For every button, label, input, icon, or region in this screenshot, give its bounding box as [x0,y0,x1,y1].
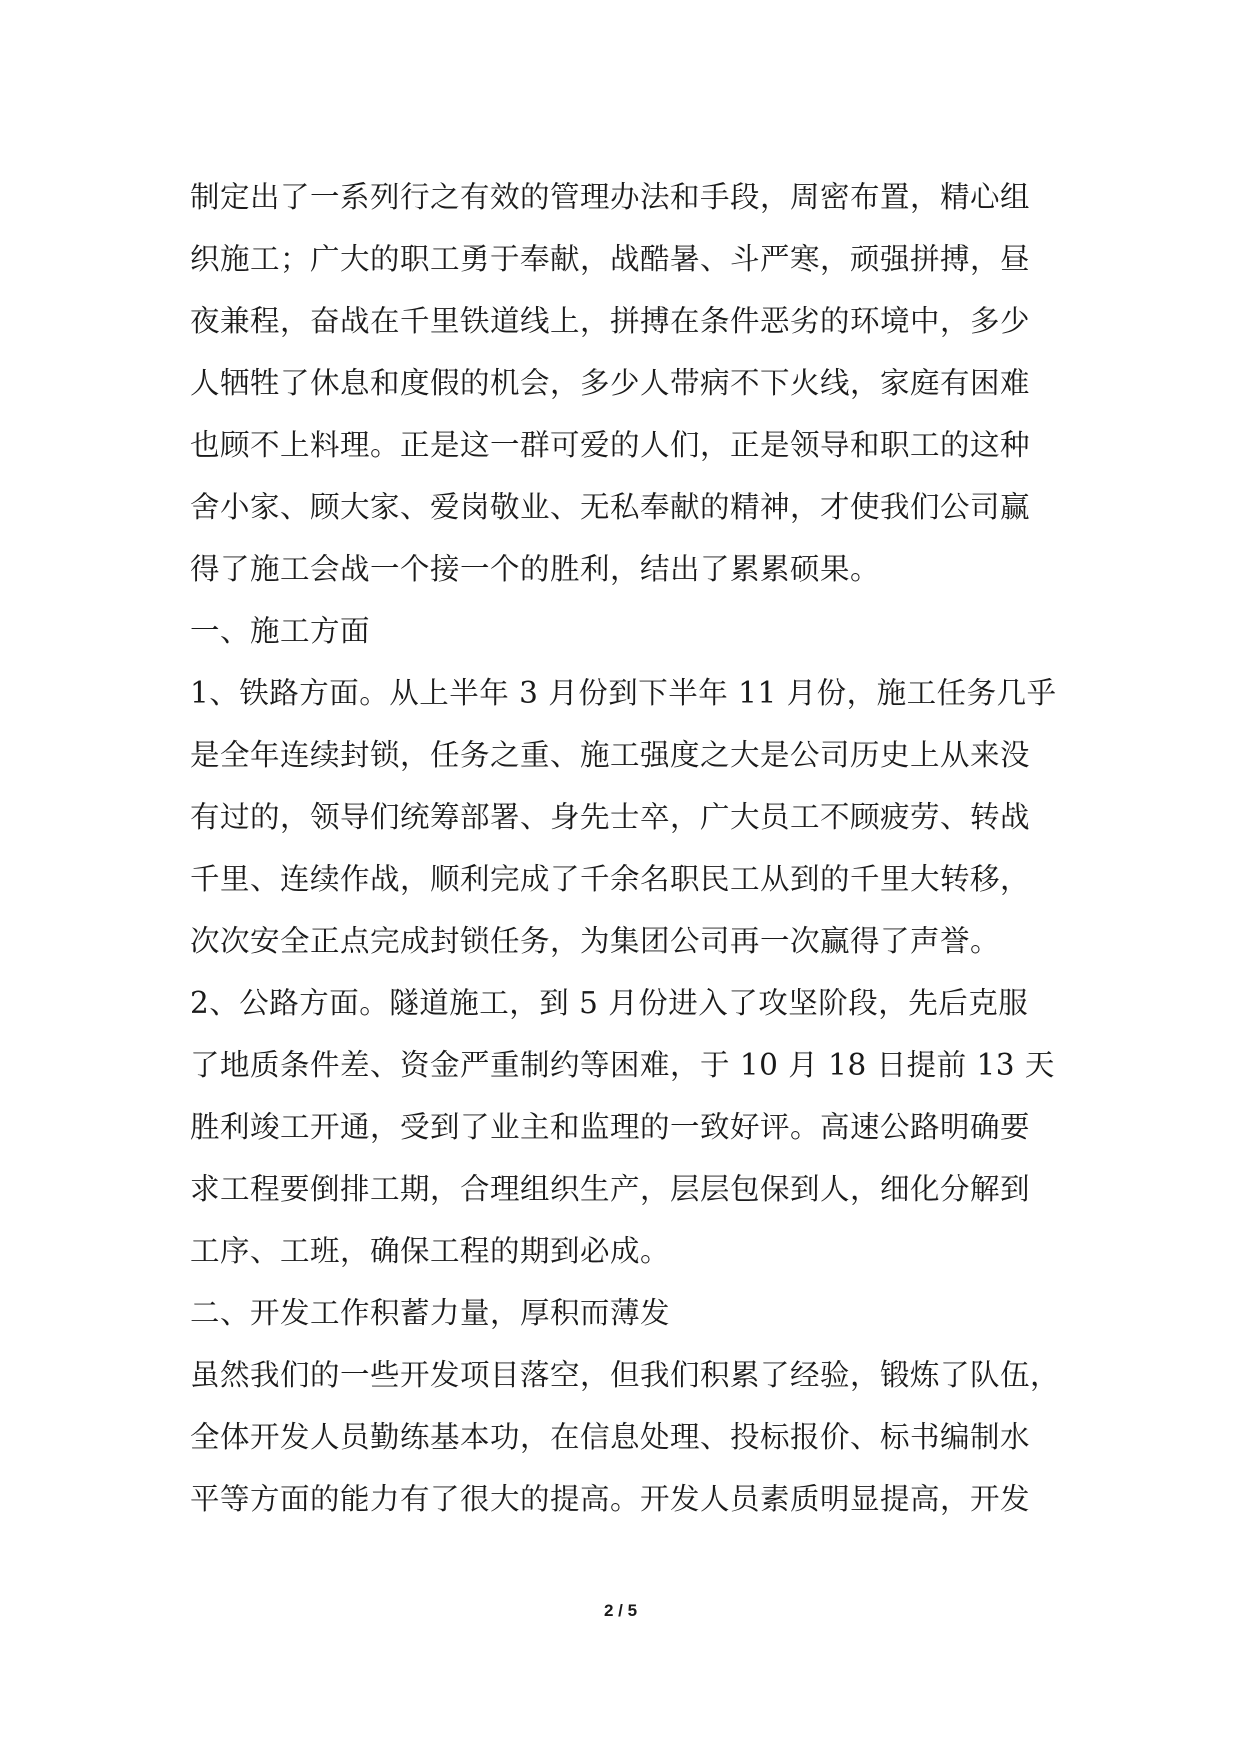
text-line: 胜利竣工开通，受到了业主和监理的一致好评。高速公路明确要 [190,1110,1031,1144]
section-heading: 一、施工方面 [190,614,371,648]
page-number: 2 / 5 [603,1601,638,1620]
text-line: 是全年连续封锁，任务之重、施工强度之大是公司历史上从来没 [190,738,1031,772]
text-line: 人牺牲了休息和度假的机会，多少人带病不下火线，家庭有困难 [190,366,1031,400]
text-line: 有过的，领导们统筹部署、身先士卒，广大员工不顾疲劳、转战 [190,800,1031,834]
text-line: 织施工；广大的职工勇于奉献，战酷暑、斗严寒，顽强拼搏，昼 [190,242,1031,276]
text-line: 次次安全正点完成封锁任务，为集团公司再一次赢得了声誉。 [190,924,1001,958]
text-line: 1、铁路方面。从上半年 3 月份到下半年 11 月份，施工任务几乎 [190,676,1057,710]
body-text [190,166,1080,1530]
text-line: 平等方面的能力有了很大的提高。开发人员素质明显提高，开发 [190,1482,1031,1516]
text-line: 全体开发人员勤练基本功，在信息处理、投标报价、标书编制水 [190,1420,1031,1454]
text-line: 求工程要倒排工期，合理组织生产，层层包保到人，细化分解到 [190,1172,1031,1206]
text-line: 千里、连续作战，顺利完成了千余名职民工从到的千里大转移， [190,862,1031,896]
text-line: 夜兼程，奋战在千里铁道线上，拼搏在条件恶劣的环境中，多少 [190,304,1031,338]
text-line: 2、公路方面。隧道施工，到 5 月份进入了攻坚阶段，先后克服 [190,986,1029,1020]
text-line: 得了施工会战一个接一个的胜利，结出了累累硕果。 [190,552,881,586]
text-line: 舍小家、顾大家、爱岗敬业、无私奉献的精神，才使我们公司赢 [190,490,1031,524]
text-line: 了地质条件差、资金严重制约等困难，于 10 月 18 日提前 13 天 [190,1048,1055,1082]
section-heading: 二、开发工作积蓄力量，厚积而薄发 [190,1296,671,1330]
text-line: 制定出了一系列行之有效的管理办法和手段，周密布置，精心组 [190,180,1031,214]
text-line: 也顾不上料理。正是这一群可爱的人们，正是领导和职工的这种 [190,428,1031,462]
text-line: 工序、工班，确保工程的期到必成。 [190,1234,671,1268]
text-line: 虽然我们的一些开发项目落空，但我们积累了经验，锻炼了队伍， [190,1358,1061,1392]
